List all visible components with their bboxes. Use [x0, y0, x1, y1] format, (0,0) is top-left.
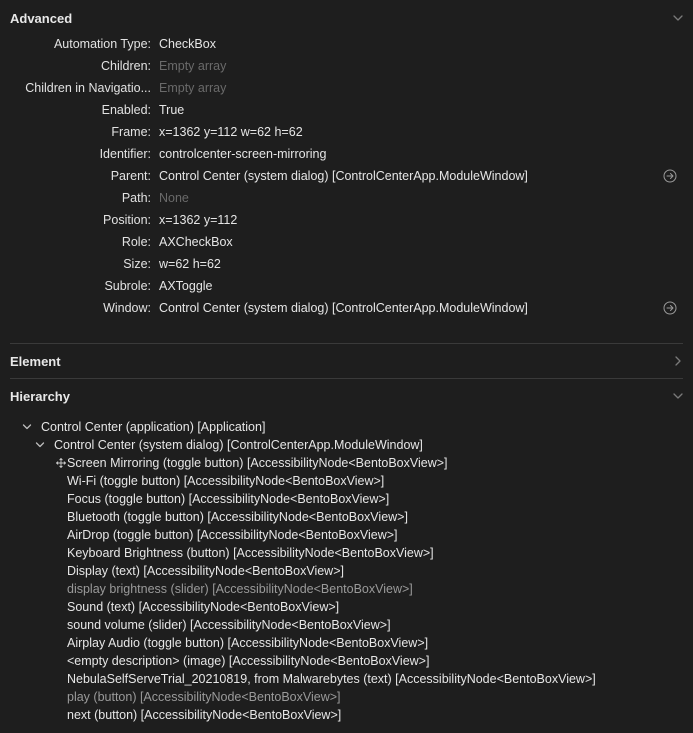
- property-label: Children:: [100, 59, 151, 73]
- property-label: Position:: [103, 213, 151, 227]
- tree-node-label: Control Center (system dialog) [ControlCenterApp.ModuleWindow]: [54, 438, 423, 452]
- chevron-right-icon[interactable]: [671, 354, 685, 368]
- property-row-window: [0, 297, 693, 319]
- tree-node[interactable]: [67, 562, 344, 580]
- tree-node-label: Display (text) [AccessibilityNode<BentoBoxView>]: [67, 564, 344, 578]
- hierarchy-section-header[interactable]: [0, 379, 693, 413]
- property-value: Empty array: [159, 81, 227, 95]
- tree-node-label: next (button) [AccessibilityNode<BentoBoxView>]: [67, 708, 342, 722]
- property-row-frame: [0, 121, 693, 143]
- property-label: Parent:: [110, 169, 151, 183]
- property-value: CheckBox: [159, 37, 216, 51]
- property-row-automation-type: [0, 33, 693, 55]
- tree-node-label: Keyboard Brightness (button) [AccessibilityNode<BentoBoxView>]: [67, 546, 434, 560]
- tree-node-label: Focus (toggle button) [AccessibilityNode<BentoBoxView>]: [67, 492, 390, 506]
- property-row-size: [0, 253, 693, 275]
- tree-node-label: Airplay Audio (toggle button) [AccessibilityNode<BentoBoxView>]: [67, 636, 429, 650]
- property-label: Subrole:: [104, 279, 151, 293]
- property-label: Size:: [123, 257, 151, 271]
- go-to-parent-arrow-icon[interactable]: [663, 169, 677, 183]
- property-row-enabled: [0, 99, 693, 121]
- go-to-window-arrow-icon[interactable]: [663, 301, 677, 315]
- tree-node-label: sound volume (slider) [AccessibilityNode<BentoBoxView>]: [67, 618, 391, 632]
- tree-node-label: play (button) [AccessibilityNode<BentoBoxView>]: [67, 690, 341, 704]
- chevron-down-icon[interactable]: [671, 389, 685, 403]
- property-value: controlcenter-screen-mirroring: [159, 147, 327, 161]
- tree-node-label: Wi-Fi (toggle button) [AccessibilityNode<BentoBoxView>]: [67, 474, 385, 488]
- advanced-section-title: Advanced: [10, 10, 73, 26]
- tree-node[interactable]: [67, 544, 434, 562]
- tree-node[interactable]: [67, 634, 428, 652]
- chevron-down-icon[interactable]: [671, 11, 685, 25]
- property-value: w=62 h=62: [159, 257, 221, 271]
- property-row-subrole: [0, 275, 693, 297]
- property-label: Path:: [121, 191, 151, 205]
- property-value: x=1362 y=112: [159, 213, 238, 227]
- property-label: Children in Navigatio...: [25, 81, 151, 95]
- tree-node-label: Screen Mirroring (toggle button) [AccessibilityNode<BentoBoxView>]: [67, 456, 448, 470]
- tree-node-label: Bluetooth (toggle button) [AccessibilityNode<BentoBoxView>]: [67, 510, 408, 524]
- tree-node[interactable]: [67, 706, 341, 724]
- advanced-section-header[interactable]: [0, 1, 693, 35]
- property-label: Frame:: [111, 125, 151, 139]
- tree-node[interactable]: [67, 490, 389, 508]
- tree-node-application[interactable]: [21, 418, 265, 436]
- property-value: AXCheckBox: [159, 235, 233, 249]
- property-row-parent: [0, 165, 693, 187]
- property-label: Identifier:: [99, 147, 151, 161]
- tree-node[interactable]: [67, 580, 413, 598]
- tree-node[interactable]: [67, 652, 429, 670]
- tree-node-label: Sound (text) [AccessibilityNode<BentoBoxView>]: [67, 600, 340, 614]
- tree-node[interactable]: [67, 616, 391, 634]
- tree-node-window[interactable]: [34, 436, 423, 454]
- property-label: Enabled:: [101, 103, 151, 117]
- property-row-identifier: [0, 143, 693, 165]
- property-value: Empty array: [159, 59, 227, 73]
- tree-node[interactable]: [67, 508, 408, 526]
- tree-node[interactable]: [67, 688, 341, 706]
- property-value: x=1362 y=112 w=62 h=62: [159, 125, 303, 139]
- property-label: Window:: [103, 301, 151, 315]
- property-label: Role:: [121, 235, 151, 249]
- property-value: Control Center (system dialog) [ControlCenterApp.ModuleWindow]: [159, 169, 528, 183]
- property-row-children-in-navigation: [0, 77, 693, 99]
- hierarchy-section-title: Hierarchy: [10, 388, 70, 404]
- move-crosshair-icon: [56, 458, 66, 468]
- tree-node[interactable]: [67, 472, 384, 490]
- disclosure-triangle-expanded-icon[interactable]: [21, 421, 33, 433]
- disclosure-triangle-expanded-icon[interactable]: [34, 439, 46, 451]
- property-value: None: [159, 191, 189, 205]
- property-value: Control Center (system dialog) [ControlCenterApp.ModuleWindow]: [159, 301, 528, 315]
- tree-node[interactable]: [67, 526, 398, 544]
- tree-node[interactable]: [67, 598, 339, 616]
- property-row-role: [0, 231, 693, 253]
- tree-node[interactable]: [67, 670, 596, 688]
- element-section-title: Element: [10, 353, 61, 369]
- property-row-path: [0, 187, 693, 209]
- tree-node-label: <empty description> (image) [AccessibilityNode<BentoBoxView>]: [67, 654, 430, 668]
- property-row-children: [0, 55, 693, 77]
- property-value: True: [159, 103, 185, 117]
- element-section-header[interactable]: [0, 344, 693, 378]
- property-label: Automation Type:: [53, 37, 151, 51]
- tree-node-label: Control Center (application) [Application]: [41, 420, 266, 434]
- tree-node-label: display brightness (slider) [AccessibilityNode<BentoBoxView>]: [67, 582, 413, 596]
- property-value: AXToggle: [159, 279, 213, 293]
- tree-node-label: AirDrop (toggle button) [AccessibilityNode<BentoBoxView>]: [67, 528, 398, 542]
- tree-node-selected[interactable]: [56, 454, 448, 472]
- property-row-position: [0, 209, 693, 231]
- tree-node-label: NebulaSelfServeTrial_20210819, from Malwarebytes (text) [AccessibilityNode<BentoBoxView>]: [67, 672, 596, 686]
